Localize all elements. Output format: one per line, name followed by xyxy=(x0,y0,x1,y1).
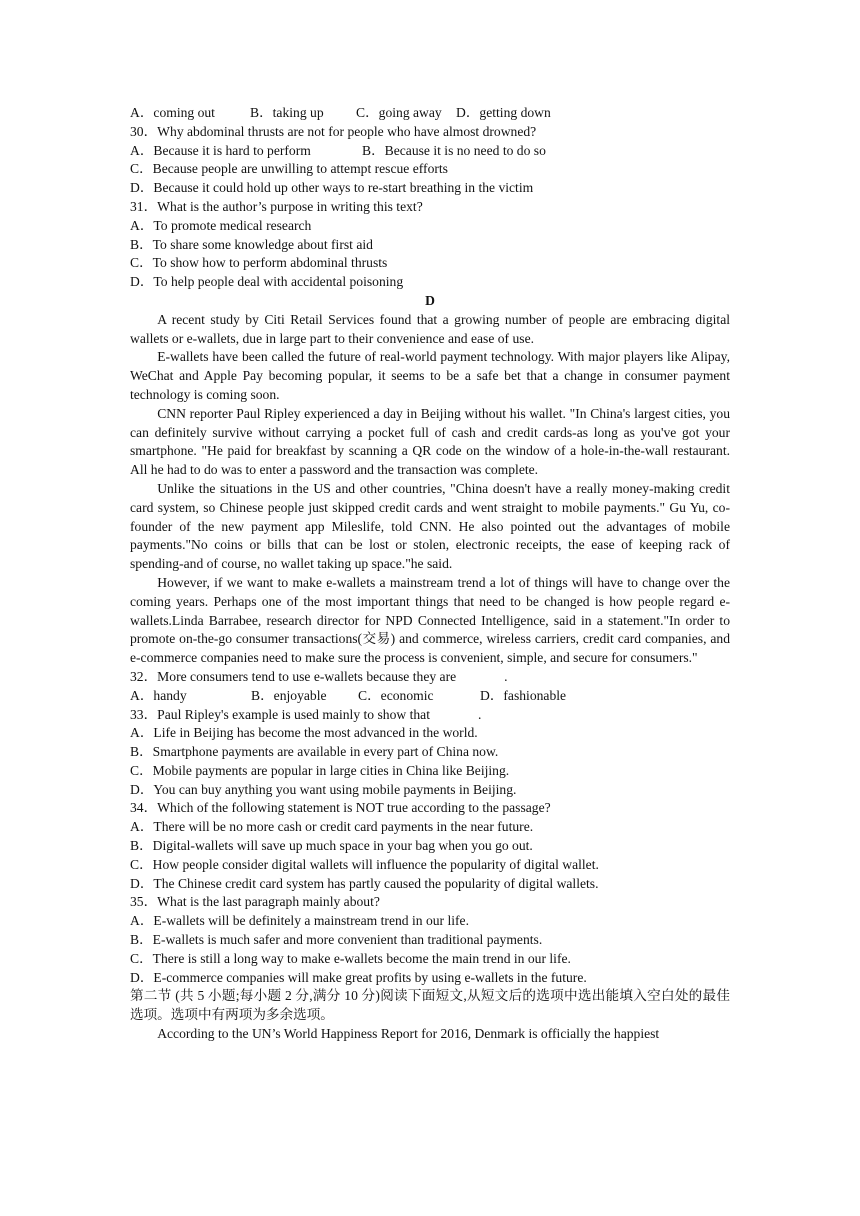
q30-stem: 30．Why abdominal thrusts are not for people who have almost drowned? xyxy=(130,123,537,139)
passage-d-heading: D xyxy=(425,292,435,308)
q31-stem: 31．What is the author’s purpose in writing this text? xyxy=(130,198,423,214)
passage-paragraph: However, if we want to make e-wallets a mainstream trend a lot of things will have to change over the coming years. Perhaps one of the most important things that need to be changed is how people regard e-wallets.Linda Barrabee, research director for NPD Connected Intelligence, said in a statement."In order to promote on-the-go consumer transactions(交易) and commerce, wireless carriers, credit card companies, and e-commerce companies need to make sure the process is convenient, simple, and secure for consumers." xyxy=(130,574,730,666)
option-c[interactable]: C．To show how to perform abdominal thrusts xyxy=(130,255,388,271)
q34-stem: 34．Which of the following statement is NOT true according to the passage? xyxy=(130,800,551,816)
q30-options-ab xyxy=(130,142,730,161)
option-a[interactable]: A．handy xyxy=(130,687,187,703)
option-d[interactable]: D．Because it could hold up other ways to re-start breathing in the victim xyxy=(130,180,534,196)
option-b[interactable]: B．enjoyable xyxy=(251,687,327,703)
option-c[interactable]: C．There is still a long way to make e-wallets become the main trend in our life. xyxy=(130,950,571,966)
q29-options xyxy=(130,104,730,123)
q32-stem xyxy=(130,668,730,687)
passage-paragraph: A recent study by Citi Retail Services found that a growing number of people are embracing digital wallets or e-wallets, due in large part to their convenience and ease of use. xyxy=(130,311,730,346)
option-b[interactable]: B．Smartphone payments are available in every part of China now. xyxy=(130,744,499,760)
option-a[interactable]: A．There will be no more cash or credit card payments in the near future. xyxy=(130,819,534,835)
option-b[interactable]: B．To share some knowledge about first aid xyxy=(130,236,373,252)
passage-paragraph: CNN reporter Paul Ripley experienced a day in Beijing without his wallet. "In China's largest cities, you can definitely survive without carrying a pocket full of cash and credit cards-as long as you've got your smartphone. "He paid for breakfast by scanning a QR code on the window of a hole-in-the-wall restaurant. All he had to do was to enter a password and the transaction was complete. xyxy=(130,405,730,478)
q32-stem-text: 32．More consumers tend to use e-wallets because they are xyxy=(130,668,457,684)
q33-stem-text: 33．Paul Ripley's example is used mainly to show that xyxy=(130,706,430,722)
option-c[interactable]: C．economic xyxy=(358,687,434,703)
option-b[interactable]: B．taking up xyxy=(250,105,324,120)
option-d[interactable]: D．You can buy anything you want using mobile payments in Beijing. xyxy=(130,781,517,797)
option-d[interactable]: D．The Chinese credit card system has partly caused the popularity of digital wallets. xyxy=(130,875,599,891)
option-c[interactable]: C．Mobile payments are popular in large cities in China like Beijing. xyxy=(130,762,510,778)
option-b[interactable]: B．Digital-wallets will save up much space in your bag when you go out. xyxy=(130,838,533,854)
option-a[interactable]: A．coming out xyxy=(130,105,215,120)
passage-paragraph: Unlike the situations in the US and other countries, "China doesn't have a really money-making credit card system, so Chinese people just skipped credit cards and went straight to mobile payments." Gu Yu, co-founder of the new payment app Mileslife, told CNN. He also pointed out the advantages of mobile payments."No coins or bills that can be lost or stolen, electronic receipts, the ease of keeping rack of spending-and of course, no wallet taking up space."he said. xyxy=(130,480,730,572)
option-d[interactable]: D．fashionable xyxy=(480,687,567,703)
q33-stem xyxy=(130,706,730,725)
option-c[interactable]: C．How people consider digital wallets will influence the popularity of digital wallet. xyxy=(130,856,599,872)
option-d[interactable]: D．To help people deal with accidental poisoning xyxy=(130,274,404,290)
option-b[interactable]: B．E-wallets is much safer and more convenient than traditional payments. xyxy=(130,932,543,948)
option-c[interactable]: C．going away xyxy=(356,105,442,120)
option-a[interactable]: A．To promote medical research xyxy=(130,217,312,233)
option-a[interactable]: A．Life in Beijing has become the most advanced in the world. xyxy=(130,725,478,741)
q32-options xyxy=(130,687,730,706)
q35-stem: 35．What is the last paragraph mainly about? xyxy=(130,894,380,910)
option-a[interactable]: A．Because it is hard to perform xyxy=(130,142,311,158)
option-d[interactable]: D．getting down xyxy=(456,105,551,120)
q33-stem-end: . xyxy=(477,706,482,722)
option-c[interactable]: C．Because people are unwilling to attempt rescue efforts xyxy=(130,161,448,177)
option-a[interactable]: A．E-wallets will be definitely a mainstream trend in our life. xyxy=(130,913,469,929)
passage-paragraph: E-wallets have been called the future of real-world payment technology. With major players like Alipay, WeChat and Apple Pay becoming popular, it seems to be a safe bet that a change in consumer payment technology is coming soon. xyxy=(130,349,730,402)
section2-opening: According to the UN’s World Happiness Report for 2016, Denmark is officially the happiest xyxy=(157,1026,660,1042)
exam-page xyxy=(130,104,730,1044)
section2-instruction: 第二节 (共 5 小题;每小题 2 分,满分 10 分)阅读下面短文,从短文后的选项中选出能填入空白处的最佳选项。选项中有两项为多余选项。 xyxy=(130,988,730,1023)
option-b[interactable]: B．Because it is no need to do so xyxy=(362,142,546,158)
q32-stem-end: . xyxy=(504,668,508,684)
option-d[interactable]: D．E-commerce companies will make great profits by using e-wallets in the future. xyxy=(130,969,587,985)
